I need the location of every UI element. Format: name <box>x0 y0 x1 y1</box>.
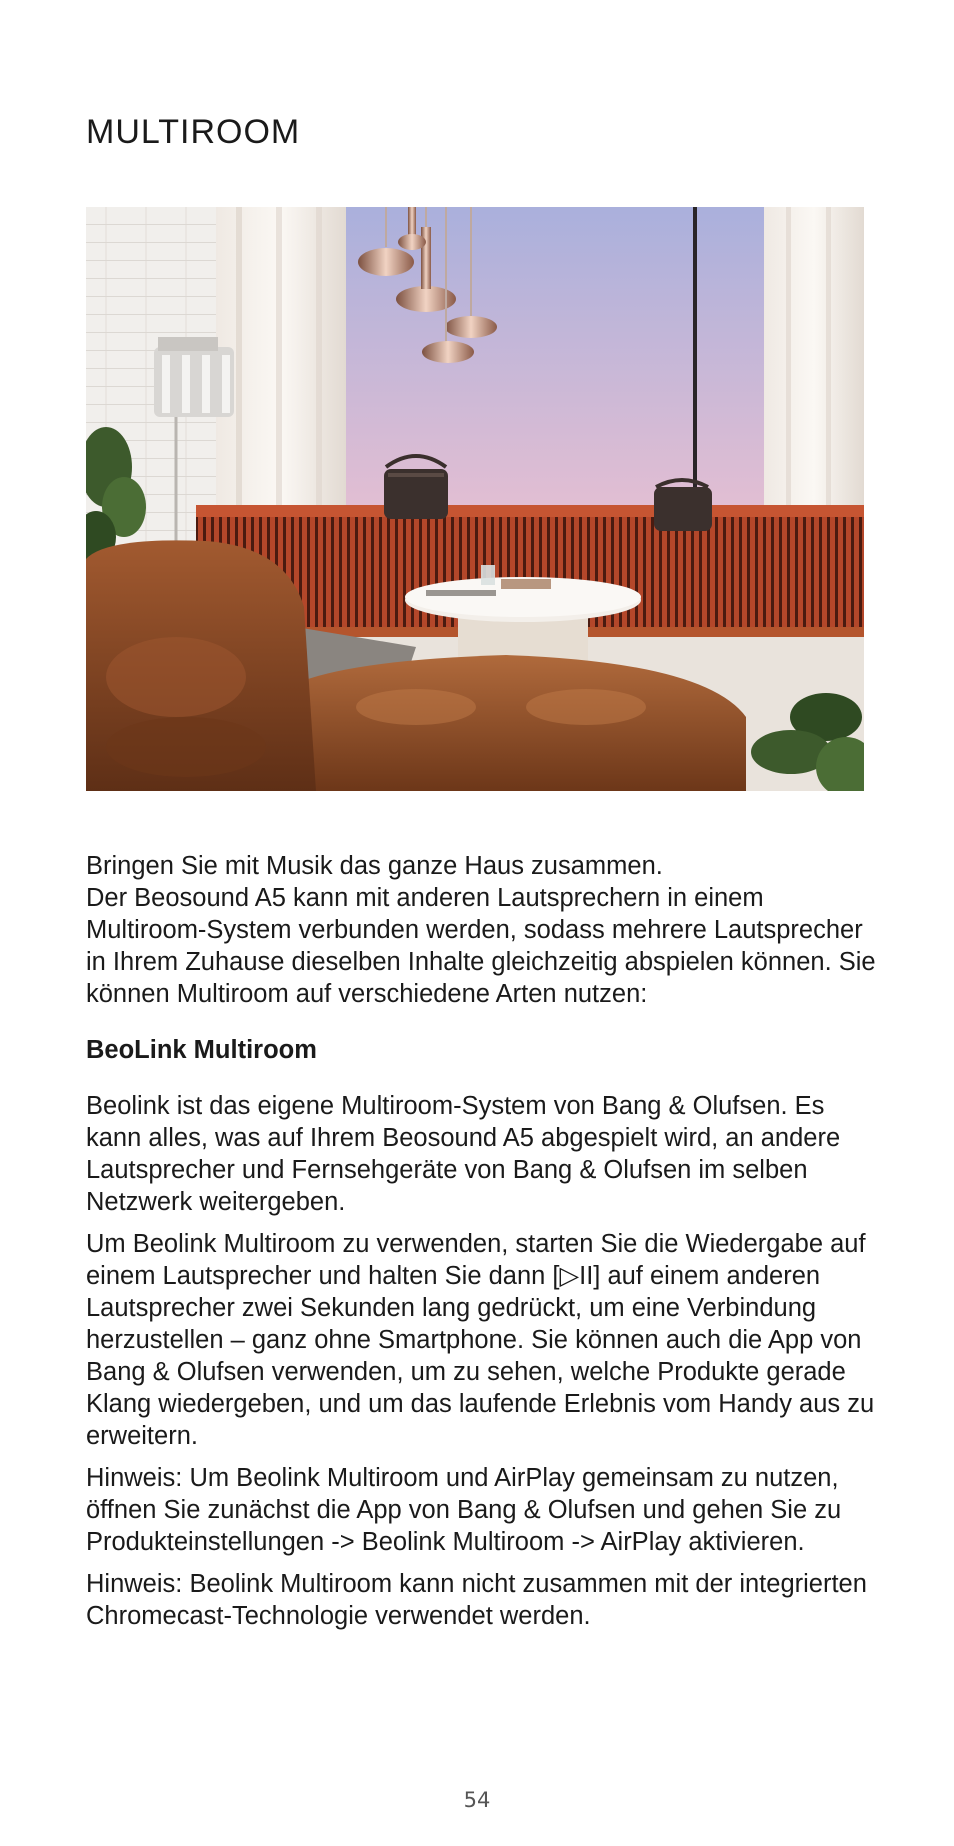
intro-paragraph <box>86 850 876 1010</box>
body-text <box>86 850 876 1642</box>
paragraph-beolink-usage: Um Beolink Multiroom zu verwenden, starten Sie die Wiedergabe auf einem Lautsprecher und halten Sie dann [▷II] auf einem anderen Lautsprecher zwei Sekunden lang gedrückt, um eine Verbindung herzustellen – ganz ohne Smartphone. Sie können auch die App von Bang & Olufsen verwenden, um zu sehen, welche Produkte gerade Klang wiedergeben, und um das laufende Erlebnis vom Handy aus zu erweitern. <box>86 1230 875 1450</box>
intro-text: Der Beosound A5 kann mit anderen Lautsprechern in einem Multiroom-System verbunden werden, sodass mehrere Lautsprecher in Ihrem Zuhause dieselben Inhalte gleichzeitig abspielen können. Sie können Multiroom auf verschiedene Arten nutzen: <box>86 884 876 1008</box>
paragraph-note-chromecast: Hinweis: Beolink Multiroom kann nicht zusammen mit der integrierten Chromecast-Technologie verwendet werden. <box>86 1570 867 1630</box>
page-number: 54 <box>463 1788 491 1812</box>
page-title: MULTIROOM <box>86 113 301 151</box>
paragraph-note-airplay: Hinweis: Um Beolink Multiroom und AirPlay gemeinsam zu nutzen, öffnen Sie zunächst die App von Bang & Olufsen und gehen Sie zu Produkteinstellungen -> Beolink Multiroom -> AirPlay aktivieren. <box>86 1464 842 1556</box>
section-heading: BeoLink Multiroom <box>86 1036 317 1064</box>
paragraph-beolink-description: Beolink ist das eigene Multiroom-System von Bang & Olufsen. Es kann alles, was auf Ihrem Beosound A5 abgespielt wird, an andere Lautsprecher und Fernsehgeräte von Bang & Olufsen im selben Netzwerk weitergeben. <box>86 1092 841 1216</box>
intro-lead: Bringen Sie mit Musik das ganze Haus zusammen. <box>86 852 663 880</box>
hero-image-living-room <box>86 207 864 791</box>
